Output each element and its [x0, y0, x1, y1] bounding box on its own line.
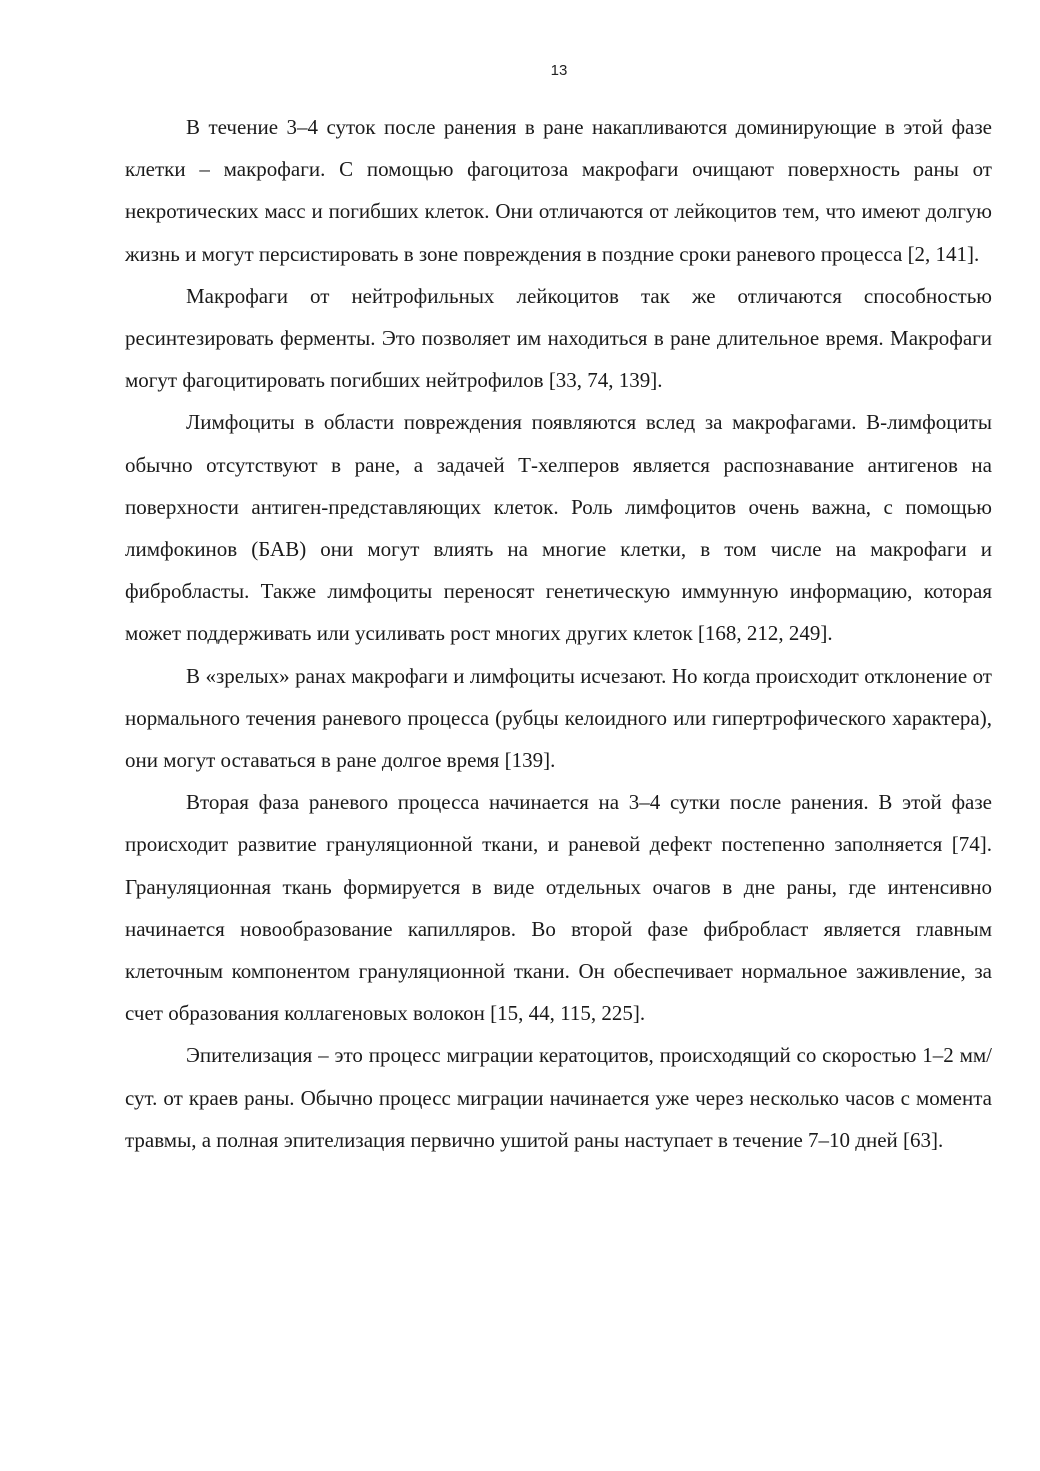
paragraph-second-phase: Вторая фаза раневого процесса начинается на 3–4 сутки после ранения. В этой фазе происходит развитие грануляционной ткани, и раневой дефект постепенно заполняется [74]. Грануляционная ткань формируется в виде отдельных очагов в дне раны, где интенсивно начинается новообразование капилляров. Во второй фазе фибробласт является главным клеточным компонентом грануляционной ткани. Он обеспечивает нормальное заживление, за счет образования коллагеновых волокон [15, 44, 115, 225].	[125, 790, 992, 1026]
paragraph-epithelialization: Эпителизация – это процесс миграции кератоцитов, происходящий со скоростью 1–2 мм/сут. от краев раны. Обычно процесс миграции начинается уже через несколько часов с момента травмы, а полная эпителизация первично ушитой раны наступает в течение 7–10 дней [63].	[125, 1043, 992, 1152]
paragraph-lymphocytes: Лимфоциты в области повреждения появляются вслед за макрофагами. В-лимфоциты обычно отсутствуют в ране, а задачей Т-хелперов является распознавание антигенов на поверхности антиген-представляющих клеток. Роль лимфоцитов очень важна, с помощью лимфокинов (БАВ) они могут влиять на многие клетки, в том числе на макрофаги и фибробласты. Также лимфоциты переносят генетическую иммунную информацию, которая может поддерживать или усиливать рост многих других клеток [168, 212, 249].	[125, 410, 992, 646]
paragraph-macrophage-enzymes: Макрофаги от нейтрофильных лейкоцитов так же отличаются способностью ресинтезировать ферменты. Это позволяет им находиться в ране длительное время. Макрофаги могут фагоцитировать погибших нейтрофилов [33, 74, 139].	[125, 283, 992, 393]
body-text	[125, 106, 992, 1161]
paragraph-mature-wounds: В «зрелых» ранах макрофаги и лимфоциты исчезают. Но когда происходит отклонение от нормального течения раневого процесса (рубцы келоидного или гипертрофического характера), они могут оставаться в ране долгое время [139].	[125, 663, 992, 773]
paragraph-macrophages: В течение 3–4 суток после ранения в ране накапливаются доминирующие в этой фазе клетки – макрофаги. С помощью фагоцитоза макрофаги очищают поверхность раны от некротических масс и погибших клеток. Они отличаются от лейкоцитов тем, что имеют долгую жизнь и могут персистировать в зоне повреждения в поздние сроки раневого процесса [2, 141].	[125, 115, 992, 266]
page-number: 13	[550, 62, 568, 79]
